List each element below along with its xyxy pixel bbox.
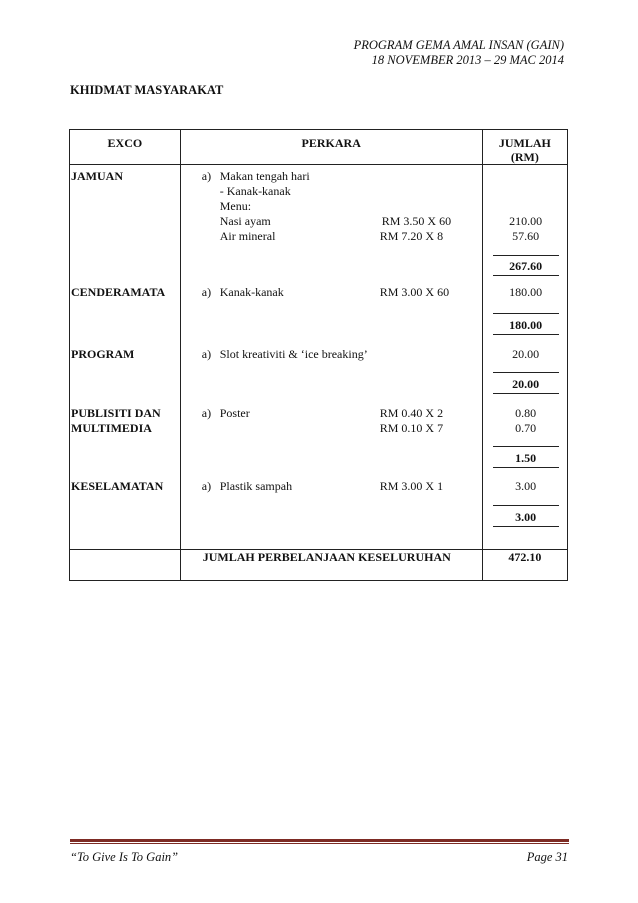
subtotal-rule [493, 505, 559, 506]
perkara-column [180, 165, 482, 550]
line-rate: RM 3.00 X 1 [379, 479, 444, 493]
section-title: KHIDMAT MASYARAKAT [70, 83, 224, 97]
subtotal: 267.60 [509, 259, 543, 273]
item-kanak: Kanak-kanak [219, 285, 284, 299]
exco-column [70, 165, 181, 550]
amount: 180.00 [509, 285, 543, 299]
exco-jamuan: JAMUAN [71, 169, 123, 183]
header-date-range: 18 NOVEMBER 2013 – 29 MAC 2014 [371, 53, 564, 67]
header-exco: EXCO [70, 130, 181, 165]
item-prefix: a) [201, 347, 212, 361]
line-rate: RM 3.00 X 60 [379, 285, 450, 299]
item-slot-kreativiti: Slot kreativiti & ‘ice breaking’ [219, 347, 368, 361]
item-prefix: a) [201, 406, 212, 420]
line-rate: RM 3.50 X 60 [381, 214, 452, 228]
footer-motto: “To Give Is To Gain” [70, 850, 179, 864]
header-perkara: PERKARA [180, 130, 482, 165]
subtotal-underline [493, 334, 559, 335]
header-jumlah [482, 130, 567, 165]
amount: 20.00 [512, 347, 540, 361]
item-plastik: Plastik sampah [219, 479, 293, 493]
grand-total-value: 472.10 [482, 550, 567, 581]
subtotal-underline [493, 526, 559, 527]
subtotal: 1.50 [515, 451, 537, 465]
page-header [354, 38, 564, 68]
subtotal-rule [493, 313, 559, 314]
menu-label: Menu: [219, 199, 252, 213]
item-poster: Poster [219, 406, 250, 420]
footer-rule-thin [70, 843, 569, 844]
item-prefix: a) [201, 479, 212, 493]
amount: 0.70 [515, 421, 537, 435]
table-header-row [70, 130, 568, 165]
amount: 3.00 [515, 479, 537, 493]
jumlah-column [482, 165, 567, 550]
header-jumlah-unit: (RM) [510, 150, 539, 164]
subtotal: 20.00 [512, 377, 540, 391]
subtotal-underline [493, 393, 559, 394]
budget-table [69, 129, 568, 581]
subtotal-rule [493, 255, 559, 256]
subtotal-underline [493, 467, 559, 468]
line-desc: Air mineral [219, 229, 276, 243]
subtotal-underline [493, 275, 559, 276]
grand-total-label: JUMLAH PERBELANJAAN KESELURUHAN [180, 550, 482, 581]
exco-keselamatan: KESELAMATAN [71, 479, 164, 493]
item-prefix: a) [201, 169, 212, 183]
item-makan: Makan tengah hari [219, 169, 310, 183]
subtotal: 180.00 [509, 318, 543, 332]
header-jumlah-label: JUMLAH [498, 136, 551, 150]
exco-publisiti-line1: PUBLISITI DAN [71, 406, 161, 420]
footer-rule-thick [70, 839, 569, 842]
subtotal-rule [493, 372, 559, 373]
subtotal-rule [493, 446, 559, 447]
footer-page-number: Page 31 [526, 850, 568, 864]
header-program-name: PROGRAM GEMA AMAL INSAN (GAIN) [353, 38, 564, 52]
exco-cenderamata: CENDERAMATA [71, 285, 166, 299]
exco-program: PROGRAM [71, 347, 135, 361]
amount: 57.60 [512, 229, 540, 243]
item-prefix: a) [201, 285, 212, 299]
sub-item-kanak: - Kanak-kanak [219, 184, 291, 198]
amount: 210.00 [509, 214, 543, 228]
grand-total-empty [70, 550, 181, 581]
amount: 0.80 [515, 406, 537, 420]
line-rate: RM 0.10 X 7 [379, 421, 444, 435]
grand-total-row [70, 550, 568, 581]
line-desc: Nasi ayam [219, 214, 271, 228]
exco-publisiti-line2: MULTIMEDIA [71, 421, 152, 435]
line-rate: RM 7.20 X 8 [379, 229, 444, 243]
subtotal: 3.00 [515, 510, 537, 524]
table-body-row [70, 165, 568, 550]
line-rate: RM 0.40 X 2 [379, 406, 444, 420]
